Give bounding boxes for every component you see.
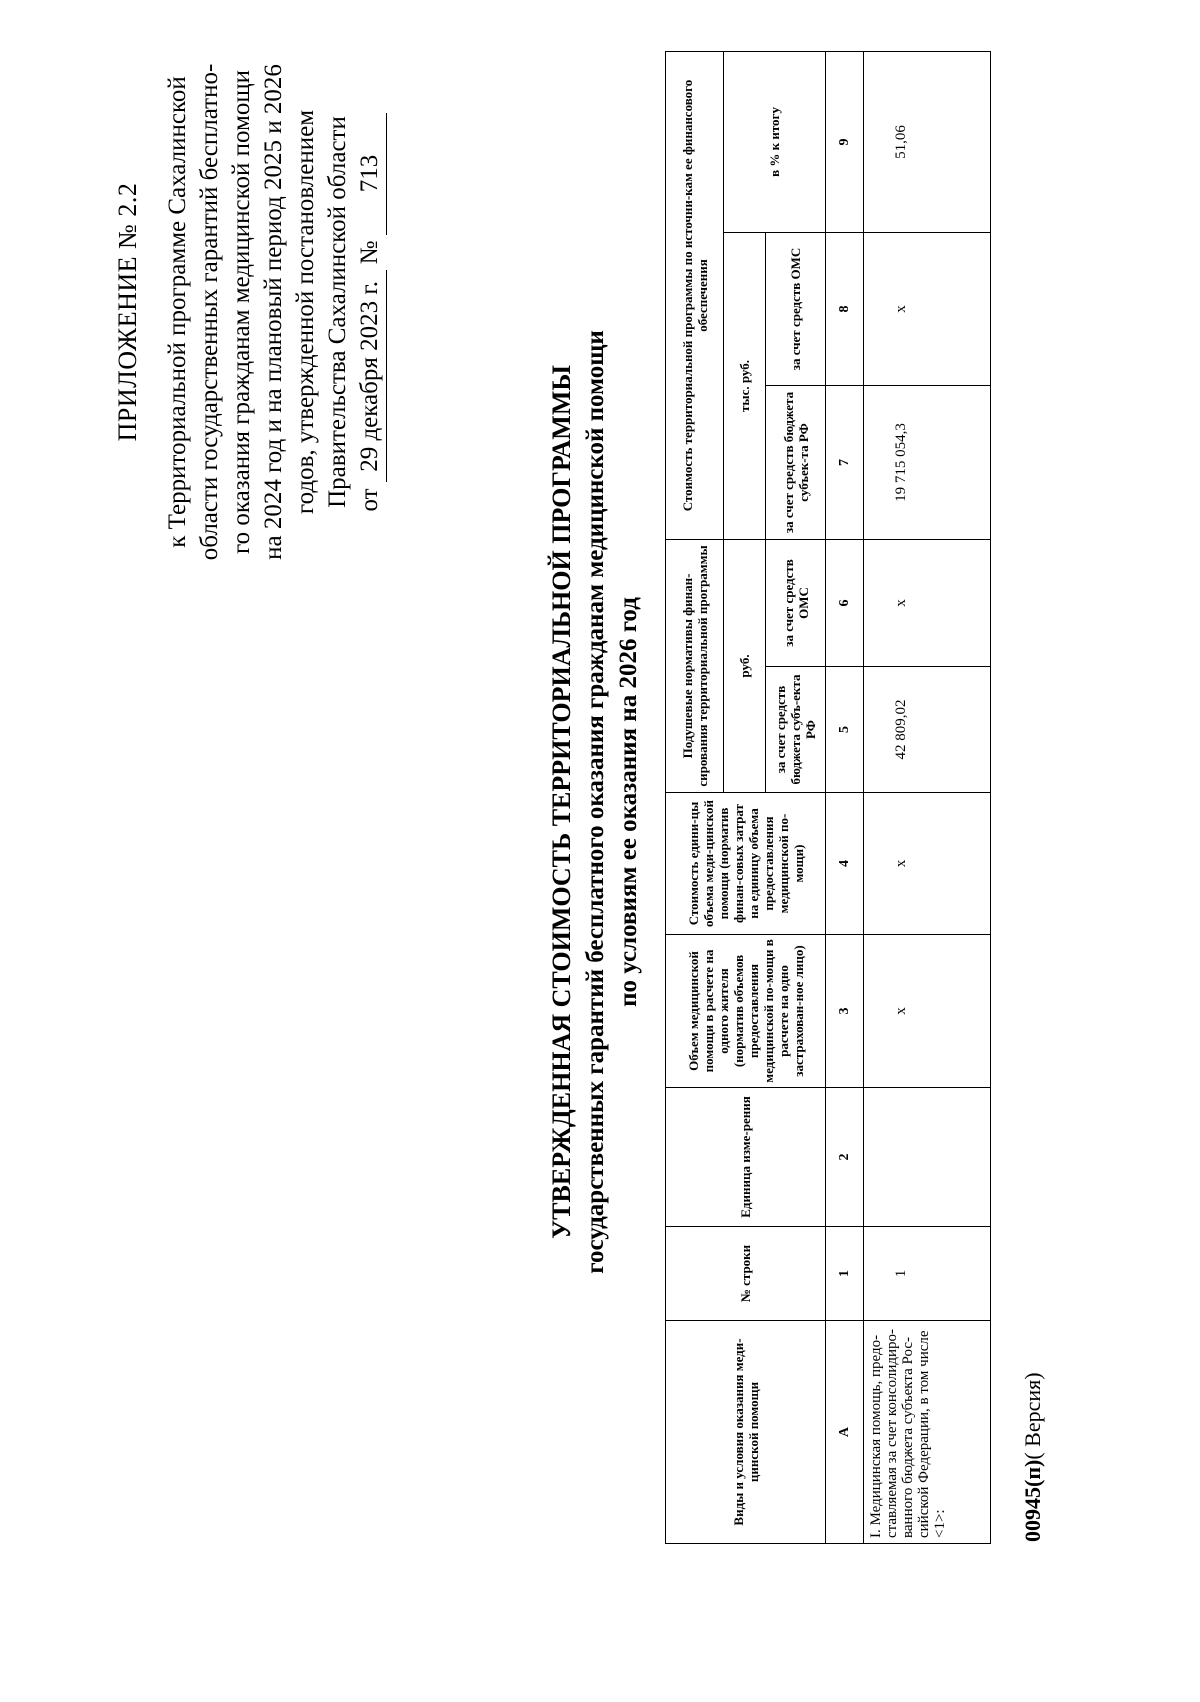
column-number: 5 (826, 667, 864, 793)
column-number: 1 (826, 1227, 864, 1321)
header-oms: за счет средств ОМС (766, 232, 826, 385)
table-row (864, 51, 991, 1543)
column-number: 7 (826, 385, 864, 539)
row-cost-budget: 19 715 054,3 (864, 385, 991, 539)
header-oms: за счет средств ОМС (766, 539, 826, 666)
row-unit (864, 1088, 991, 1227)
row-percent: 51,06 (864, 51, 991, 232)
column-number: 2 (826, 1088, 864, 1227)
row-number: 1 (864, 1227, 991, 1321)
header-percent-total: в % к итогу (724, 51, 826, 232)
appendix-line: на 2024 год и на плановый период 2025 и 2026 (260, 64, 287, 560)
header-row-number: № строки (666, 1227, 826, 1321)
column-number: 3 (826, 935, 864, 1088)
appendix-line: го оказания гражданам медицинской помощи (228, 70, 255, 554)
row-unit-cost: x (864, 793, 991, 935)
column-number: 9 (826, 51, 864, 232)
header-budget-rf: за счет средств бюджета субъек-та РФ (766, 385, 826, 539)
appendix-line: области государственных гарантий бесплатно- (196, 63, 223, 561)
header-rub: руб. (724, 539, 766, 792)
appendix-line: к Территориальной программе Сахалинской (164, 76, 191, 548)
decree-date: 29 декабря 2023 г. (354, 270, 387, 482)
decree-number: 713 (354, 113, 387, 235)
header-budget-rf: за счет средств бюджета субъ-екта РФ (766, 667, 826, 793)
appendix-block (112, 52, 387, 572)
row-cost-oms: x (864, 232, 991, 385)
header-kinds: Виды и условия оказания меди-цинской помощи (666, 1321, 826, 1544)
document-footer (1020, 1372, 1046, 1542)
header-cost-by-source: Стоимость территориальной программы по источни-кам ее финансового обеспечения (666, 51, 724, 539)
row-per-capita-oms: x (864, 539, 991, 666)
header-unit: Единица изме-рения (666, 1088, 826, 1227)
sub-title-line-2: по условиям ее оказания на 2026 год (615, 597, 642, 1007)
column-number: А (826, 1321, 864, 1544)
column-number: 4 (826, 793, 864, 935)
header-unit-cost: Стоимость едини-цы объема меди-цинской помощи (норматив финан-совых затрат на единицу объема предоставления медицинской по-мощи) (666, 793, 826, 935)
number-label: № (356, 240, 383, 265)
row-title: I. Медицинская помощь, предо-ставляемая за счет консолидиро-ванного бюджета субъекта Рос-сийской Федерации, в том числе <1>: (864, 1321, 991, 1544)
document-code: 00945(п) (1020, 1459, 1045, 1542)
header-thousand-rub: тыс. руб. (724, 232, 766, 539)
row-volume: x (864, 935, 991, 1088)
from-label: от (356, 488, 383, 512)
appendix-line: годов, утвержденной постановлением (292, 109, 319, 515)
main-title: УТВЕРЖДЕННАЯ СТОИМОСТЬ ТЕРРИТОРИАЛЬНОЙ ПРОГРАММЫ (547, 365, 576, 1239)
header-volume: Объем медицинской помощи в расчете на одного жителя (норматив объемов предоставления медицинской по-мощи в расчете на одно застрахован-ное лицо) (666, 935, 826, 1088)
column-number: 8 (826, 232, 864, 385)
cost-table (665, 51, 991, 1544)
header-per-capita: Подушевые нормативы финан-сирования территориальной программы (666, 539, 724, 792)
row-per-capita-budget: 42 809,02 (864, 667, 991, 793)
appendix-line: Правительства Сахалинской области (324, 116, 351, 508)
document-version: ( Версия) (1020, 1372, 1045, 1460)
appendix-title: ПРИЛОЖЕНИЕ № 2.2 (113, 182, 142, 442)
column-number: 6 (826, 539, 864, 666)
document-heading (545, 222, 645, 1382)
decree-date-line (354, 52, 387, 572)
sub-title-line-1: государственных гарантий бесплатного оказания гражданам медицинской помощи (582, 330, 609, 1274)
